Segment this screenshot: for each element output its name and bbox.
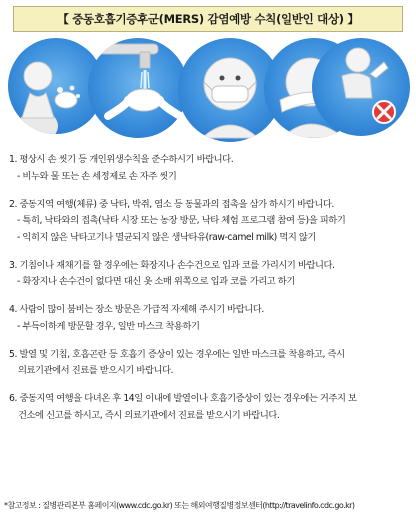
rule-heading: 5. 발열 및 기침, 호흡곤란 등 호흡기 증상이 있는 경우에는 일반 마스크를 착용하고, 즉시 [9, 348, 345, 360]
washing-hands-under-tap-icon [88, 38, 188, 138]
illustration-row [0, 38, 416, 138]
rule-heading: 6. 중동지역 여행을 다녀온 후 14일 이내에 발열이나 호흡기증상이 있는 경우에는 거주지 보 [9, 393, 357, 404]
page-title: 【 중동호흡기증후군(MERS) 감염예방 수칙(일반인 대상) 】 [13, 6, 403, 32]
rule-item [9, 347, 409, 380]
rule-heading: 1. 평상시 손 씻기 등 개인위생수칙을 준수하시기 바랍니다. [9, 154, 234, 165]
no-camel-milk-icon [312, 38, 410, 136]
rule-detail: - 부득이하게 방문할 경우, 일반 마스크 착용하기 [17, 320, 200, 332]
reference-footer: *참고정보 : 질병관리본부 홈페이지(www.cdc.go.kr) 또는 해외여행질병정보센터(http://travelinfo.cdc.go.kr) [4, 501, 355, 510]
rule-detail: - 익히지 않은 낙타고기나 멸균되지 않은 생낙타유(raw-camel milk) 먹지 않기 [17, 231, 316, 243]
rule-item [9, 152, 409, 185]
rule-item [9, 258, 409, 291]
rule-heading: 2. 중동지역 여행(체류) 중 낙타, 박쥐, 염소 등 동물과의 접촉을 삼가 하시기 바랍니다. [9, 198, 334, 210]
rule-continuation: 건소에 신고를 하시고, 즉시 의료기관에서 진료를 받으시기 바랍니다. [18, 409, 280, 421]
rule-detail: - 화장지나 손수건이 없다면 대신 옷 소매 위쪽으로 입과 코를 가리고 하기 [17, 276, 295, 287]
prevention-rules [9, 152, 409, 436]
rule-item [9, 302, 409, 335]
rule-detail: - 특히, 낙타와의 접촉(낙타 시장 또는 농장 방문, 낙타 체험 프로그램 참여 등)을 피하기 [17, 215, 346, 226]
rule-detail: - 비누와 물 또는 손 세정제로 손 자주 씻기 [17, 170, 177, 182]
rule-item [9, 197, 409, 247]
rule-continuation: 의료기관에서 진료를 받으시기 바랍니다. [18, 365, 174, 376]
rule-heading: 4. 사람이 많이 붐비는 장소 방문은 가급적 자제해 주시기 바랍니다. [9, 304, 264, 315]
rule-heading: 3. 기침이나 재채기를 할 경우에는 화장지나 손수건으로 입과 코를 가리시기 바랍니다. [9, 259, 335, 271]
rule-item [9, 391, 409, 424]
